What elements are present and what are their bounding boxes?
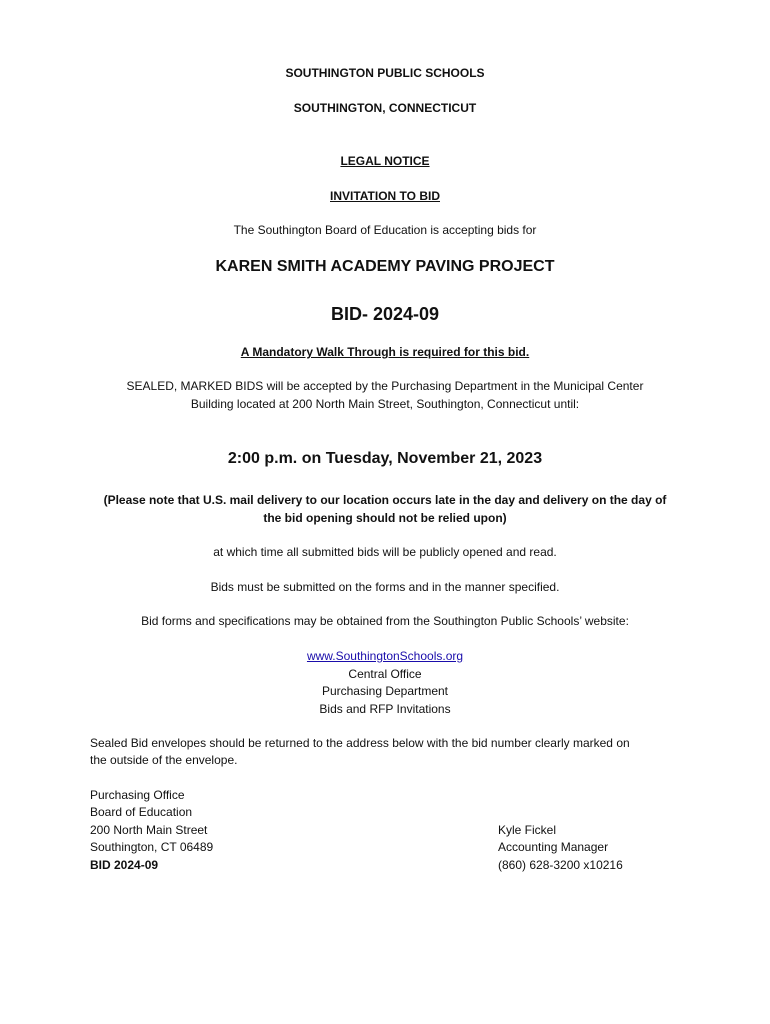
- sealed-bids-line-2: Building located at 200 North Main Street, Southington, Connecticut until:: [190, 397, 580, 411]
- mail-note-line-1: (Please note that U.S. mail delivery to our location occurs late in the day and delivery on the day of: [103, 493, 667, 507]
- envelope-text-line-1: Sealed Bid envelopes should be returned to the address below with the bid number clearly marked on: [90, 736, 630, 750]
- org-name: SOUTHINGTON PUBLIC SCHOOLS: [285, 66, 485, 80]
- address-line-4: Southington, CT 06489: [90, 840, 214, 854]
- website-path-3: Bids and RFP Invitations: [319, 702, 451, 716]
- intro-text: The Southington Board of Education is accepting bids for: [233, 223, 537, 237]
- website-link-row: [0, 649, 770, 663]
- mail-note-line-2: the bid opening should not be relied upon): [263, 511, 507, 525]
- invitation-heading: INVITATION TO BID: [330, 189, 440, 203]
- opening-text: at which time all submitted bids will be publicly opened and read.: [213, 545, 557, 559]
- deadline: 2:00 p.m. on Tuesday, November 21, 2023: [227, 450, 543, 467]
- bid-number-title: BID- 2024-09: [330, 304, 440, 324]
- contact-title: Accounting Manager: [498, 840, 609, 854]
- specs-text: Bid forms and specifications may be obtained from the Southington Public Schools’ website:: [141, 614, 629, 628]
- address-bid-number: BID 2024-09: [90, 858, 159, 872]
- contact-phone: (860) 628-3200 x10216: [498, 858, 623, 872]
- address-line-1: Purchasing Office: [90, 788, 185, 802]
- website-path-1: Central Office: [348, 667, 422, 681]
- website-link[interactable]: www.SouthingtonSchools.org: [306, 649, 464, 663]
- contact-name: Kyle Fickel: [498, 823, 557, 837]
- project-title: KAREN SMITH ACADEMY PAVING PROJECT: [215, 258, 555, 275]
- sealed-bids-line-1: SEALED, MARKED BIDS will be accepted by the Purchasing Department in the Municipal Center: [126, 379, 644, 393]
- legal-notice-heading: LEGAL NOTICE: [340, 154, 430, 168]
- website-path-2: Purchasing Department: [321, 684, 449, 698]
- address-line-3: 200 North Main Street: [90, 823, 208, 837]
- envelope-text-line-2: the outside of the envelope.: [90, 753, 238, 767]
- org-location: SOUTHINGTON, CONNECTICUT: [293, 101, 477, 115]
- walkthrough-notice: A Mandatory Walk Through is required for this bid.: [240, 345, 530, 359]
- forms-text: Bids must be submitted on the forms and in the manner specified.: [210, 580, 560, 594]
- address-line-2: Board of Education: [90, 805, 193, 819]
